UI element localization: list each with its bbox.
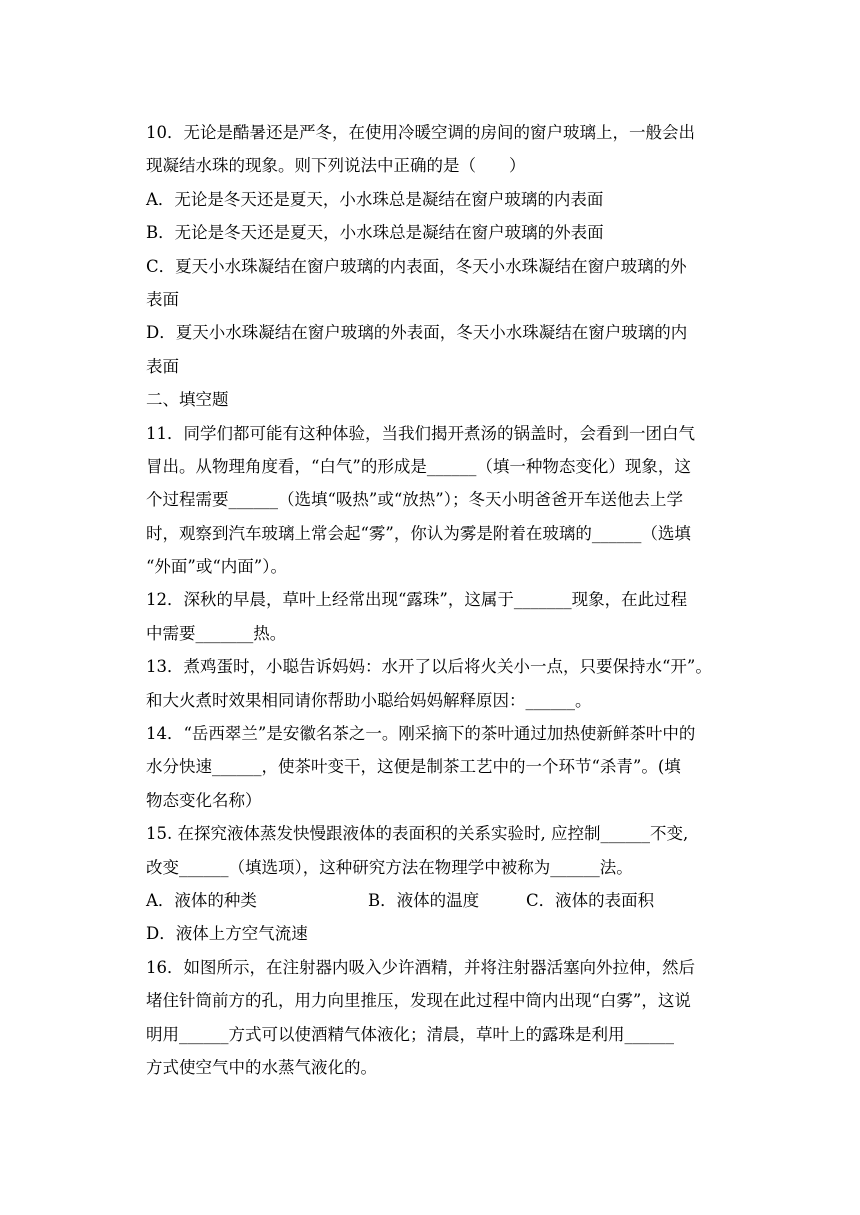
q13-line-1: 13．煮鸡蛋时，小聪告诉妈妈：水开了以后将火关小一点，只要保持水“开”。 [146, 657, 712, 677]
q11-line-1: 11．同学们都可能有这种体验，当我们揭开煮汤的锅盖时，会看到一团白气 [146, 423, 695, 443]
q15-line-1: 15. 在探究液体蒸发快慢跟液体的表面积的关系实验时, 应控制______不变, [146, 824, 689, 844]
q11-line-5: “外面”或“内面”）。 [146, 557, 287, 577]
q10-option-c-line-1: C．夏天小水珠凝结在窗户玻璃的内表面，冬天小水珠凝结在窗户玻璃的外 [146, 256, 687, 276]
q16-line-4: 方式使空气中的水蒸气液化的。 [146, 1057, 377, 1077]
q10-option-c-line-2: 表面 [146, 289, 179, 309]
q10-option-a: A．无论是冬天还是夏天，小水珠总是凝结在窗户玻璃的内表面 [146, 189, 604, 209]
q15-option-d: D．液体上方空气流速 [146, 924, 308, 944]
q15-option-b: B．液体的温度 [368, 890, 480, 910]
q15-option-c: C．液体的表面积 [526, 890, 655, 910]
q11-line-4: 时，观察到汽车玻璃上常会起“雾”，你认为雾是附着在玻璃的______（选填 [146, 523, 691, 543]
q10-stem-line-2: 现凝结水珠的现象。则下列说法中正确的是（ ） [146, 156, 526, 176]
q14-line-2: 水分快速______，使茶叶变干，这便是制茶工艺中的一个环节“杀青”。(填 [146, 757, 681, 777]
document-page [146, 116, 722, 1084]
q14-line-1: 14．“岳西翠兰”是安徽名茶之一。刚采摘下的茶叶通过加热使新鲜茶叶中的 [146, 724, 696, 744]
q15-option-a: A．液体的种类 [146, 890, 257, 910]
q11-line-2: 冒出。从物理角度看，“白气”的形成是______（填一种物态变化）现象，这 [146, 456, 691, 476]
q10-option-d-line-2: 表面 [146, 356, 179, 376]
q10-option-d-line-1: D．夏天小水珠凝结在窗户玻璃的外表面，冬天小水珠凝结在窗户玻璃的内 [146, 323, 688, 343]
q14-line-3: 物态变化名称） [146, 790, 262, 810]
q16-line-3: 明用______方式可以使酒精气体液化；清晨，草叶上的露珠是利用______ [146, 1024, 674, 1044]
q15-line-2: 改变______（填选项），这种研究方法在物理学中被称为______法。 [146, 857, 633, 877]
q12-line-2: 中需要_______热。 [146, 623, 287, 643]
q12-line-1: 12．深秋的早晨，草叶上经常出现“露珠”，这属于_______现象，在此过程 [146, 590, 688, 610]
q15-options-row [146, 884, 722, 917]
section-heading-fill-in: 二、填空题 [146, 390, 229, 410]
q10-option-b: B．无论是冬天还是夏天，小水珠总是凝结在窗户玻璃的外表面 [146, 223, 604, 243]
q11-line-3: 个过程需要______（选填“吸热”或“放热”）；冬天小明爸爸开车送他去上学 [146, 490, 683, 510]
q16-line-1: 16．如图所示，在注射器内吸入少许酒精，并将注射器活塞向外拉伸，然后 [146, 957, 695, 977]
q13-line-2: 和大火煮时效果相同请你帮助小聪给妈妈解释原因：______。 [146, 690, 592, 710]
q16-line-2: 堵住针筒前方的孔，用力向里推压，发现在此过程中筒内出现“白雾”，这说 [146, 991, 691, 1011]
q10-stem-line-1: 10．无论是酷暑还是严冬，在使用冷暖空调的房间的窗户玻璃上，一般会出 [146, 123, 695, 142]
